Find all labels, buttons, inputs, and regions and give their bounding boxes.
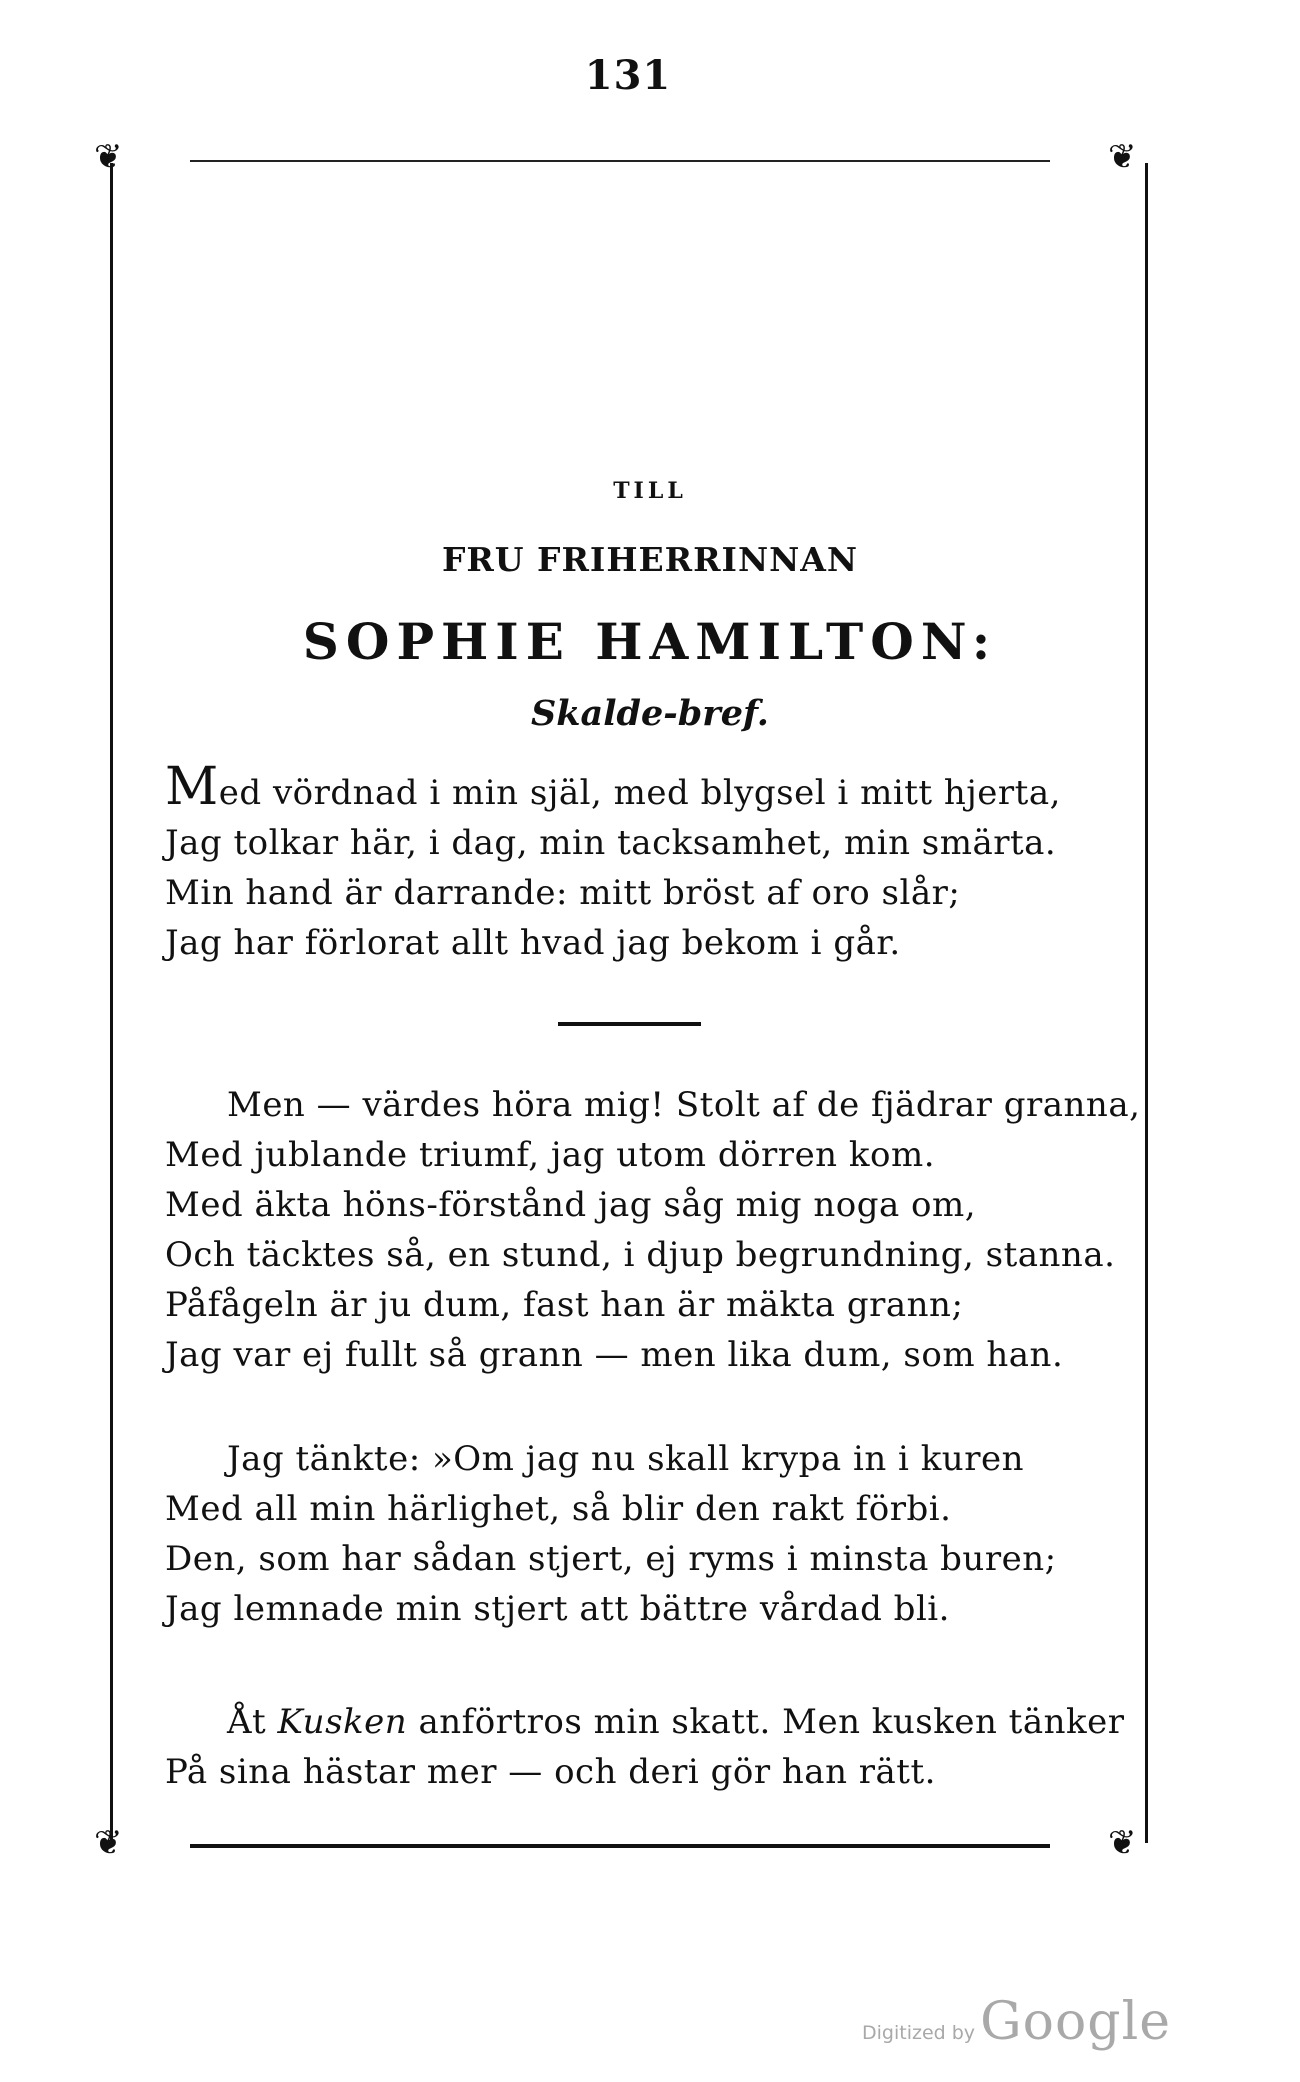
frame-top-rule bbox=[190, 160, 1050, 162]
corner-ornament-icon: ❦ bbox=[94, 1823, 123, 1863]
poem-line: Jag har förlorat allt hvad jag bekom i går. bbox=[165, 923, 901, 963]
stanza-2 bbox=[165, 1080, 1141, 1380]
corner-ornament-icon: ❦ bbox=[1108, 137, 1137, 177]
poem-line: Och täcktes så, en stund, i djup begrundning, stanna. bbox=[165, 1235, 1116, 1275]
poem-line: Min hand är darrande: mitt bröst af oro slår; bbox=[165, 873, 961, 913]
frame-bottom-rule bbox=[190, 1844, 1050, 1848]
poem-line: Den, som har sådan stjert, ej ryms i minsta buren; bbox=[165, 1539, 1057, 1579]
header-recipient-title: FRU FRIHERRINNAN bbox=[441, 540, 859, 579]
digitized-watermark bbox=[862, 1992, 1171, 2052]
poem-line bbox=[165, 757, 1095, 818]
page-number: 131 bbox=[584, 52, 672, 99]
corner-ornament-icon: ❦ bbox=[1108, 1823, 1137, 1863]
google-logo: Google bbox=[980, 1992, 1171, 2052]
poem-line: Jag tolkar här, i dag, min tacksamhet, min smärta. bbox=[165, 823, 1057, 863]
stanza-4 bbox=[165, 1697, 1125, 1797]
section-divider bbox=[558, 1022, 701, 1026]
header-subtitle: Skalde-bref. bbox=[531, 693, 769, 734]
poem-line: Men — värdes höra mig! Stolt af de fjädrar granna, bbox=[227, 1085, 1141, 1125]
poem-line-text: Åt bbox=[227, 1702, 278, 1742]
poem-line: På sina hästar mer — och deri gör han rätt. bbox=[165, 1752, 936, 1792]
watermark-small-text: Digitized by bbox=[862, 2022, 976, 2044]
poem-line: Jag var ej fullt så grann — men lika dum, som han. bbox=[165, 1335, 1064, 1375]
poem-line: Jag lemnade min stjert att bättre vårdad bli. bbox=[165, 1589, 950, 1629]
poem-line-text: ed vördnad i min själ, med blygsel i mitt hjerta, bbox=[218, 773, 1061, 813]
stanza-1 bbox=[165, 757, 1095, 968]
header-recipient-name: SOPHIE HAMILTON: bbox=[302, 612, 998, 671]
poem-line bbox=[165, 1697, 1125, 1747]
poem-line: Påfågeln är ju dum, fast han är mäkta grann; bbox=[165, 1285, 964, 1325]
stanza-3 bbox=[165, 1434, 1095, 1634]
poem-line: Med all min härlighet, så blir den rakt förbi. bbox=[165, 1489, 952, 1529]
drop-cap: M bbox=[165, 757, 219, 817]
poem-line: Med äkta höns-förstånd jag såg mig noga om, bbox=[165, 1185, 977, 1225]
poem-line-text: anförtros min skatt. Men kusken tänker bbox=[407, 1702, 1125, 1742]
header-till: TILL bbox=[613, 478, 687, 504]
italic-word: Kusken bbox=[277, 1702, 408, 1742]
poem-line: Jag tänkte: »Om jag nu skall krypa in i kuren bbox=[227, 1439, 1024, 1479]
poem-line: Med jublande triumf, jag utom dörren kom. bbox=[165, 1135, 936, 1175]
corner-ornament-icon: ❦ bbox=[94, 137, 123, 177]
